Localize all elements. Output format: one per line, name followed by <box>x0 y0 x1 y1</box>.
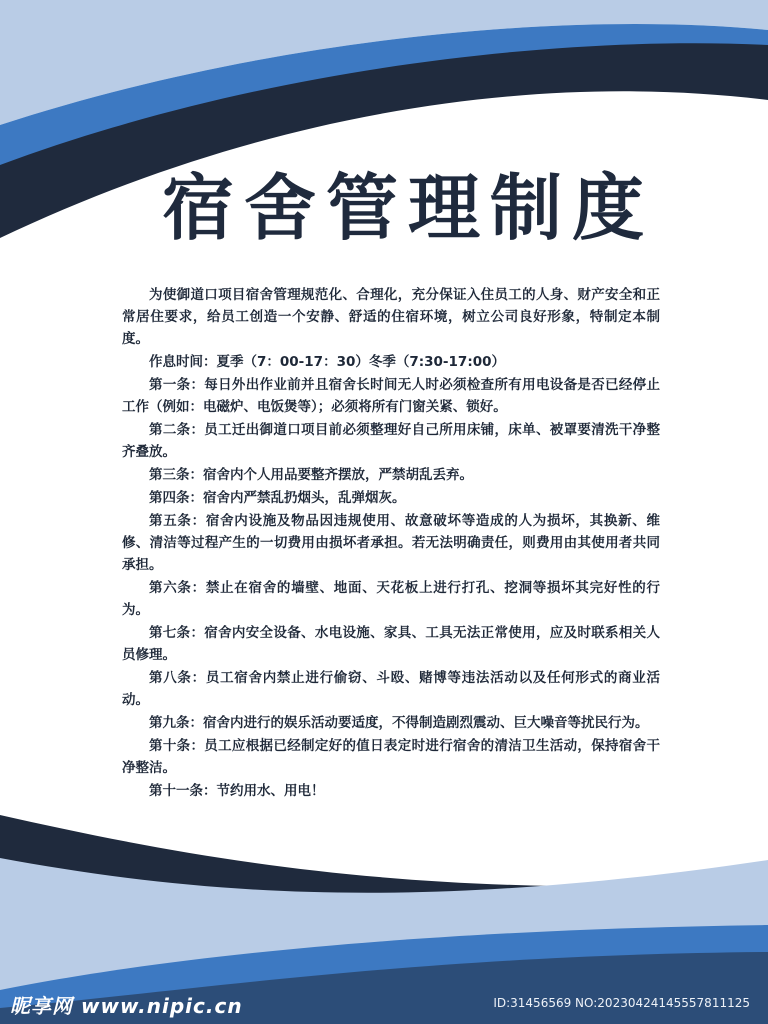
watermark-logo-text: 昵享网 <box>10 994 73 1018</box>
article-11: 第十一条：节约用水、用电！ <box>149 783 325 799</box>
article-4: 第四条：宿舍内严禁乱扔烟头，乱弹烟灰。 <box>149 490 406 506</box>
article-5: 第五条：宿舍内设施及物品因违规使用、故意破坏等造成的人为损坏，其换新、维修、清洁等过程产生的一切费用由损坏者承担。若无法明确责任，则费用由其使用者共同承担。 <box>122 513 660 573</box>
page-title: 宿舍管理制度 <box>161 166 654 250</box>
article-1: 第一条：每日外出作业前并且宿舍长时间无人时必须检查所有用电设备是否已经停止工作（例如：电磁炉、电饭煲等）；必须将所有门窗关紧、锁好。 <box>122 377 660 415</box>
article-10: 第十条：员工应根据已经制定好的值日表定时进行宿舍的清洁卫生活动，保持宿舍干净整洁。 <box>122 738 660 776</box>
article-6: 第六条：禁止在宿舍的墙壁、地面、天花板上进行打孔、挖洞等损坏其完好性的行为。 <box>122 580 660 618</box>
regulation-body <box>122 284 660 803</box>
watermark-url: www.nipic.cn <box>81 994 243 1018</box>
schedule-paragraph: 作息时间：夏季（7：00-17：30）冬季（7:30-17:00） <box>149 354 506 370</box>
article-2: 第二条：员工迁出御道口项目前必须整理好自己所用床铺，床单、被罩要清洗干净整齐叠放。 <box>122 422 660 460</box>
watermark-logo <box>10 990 243 1019</box>
article-3: 第三条：宿舍内个人用品要整齐摆放，严禁胡乱丢弃。 <box>149 467 473 483</box>
article-8: 第八条：员工宿舍内禁止进行偷窃、斗殴、赌博等违法活动以及任何形式的商业活动。 <box>122 670 660 708</box>
intro-paragraph: 为使御道口项目宿舍管理规范化、合理化，充分保证入住员工的人身、财产安全和正常居住要求，给员工创造一个安静、舒适的住宿环境，树立公司良好形象，特制定本制度。 <box>122 287 660 347</box>
article-9: 第九条：宿舍内进行的娱乐活动要适度，不得制造剧烈震动、巨大噪音等扰民行为。 <box>149 715 649 731</box>
watermark-id: ID:31456569 NO:20230424145557811125 <box>493 996 750 1010</box>
article-7: 第七条：宿舍内安全设备、水电设施、家具、工具无法正常使用，应及时联系相关人员修理。 <box>122 625 660 663</box>
